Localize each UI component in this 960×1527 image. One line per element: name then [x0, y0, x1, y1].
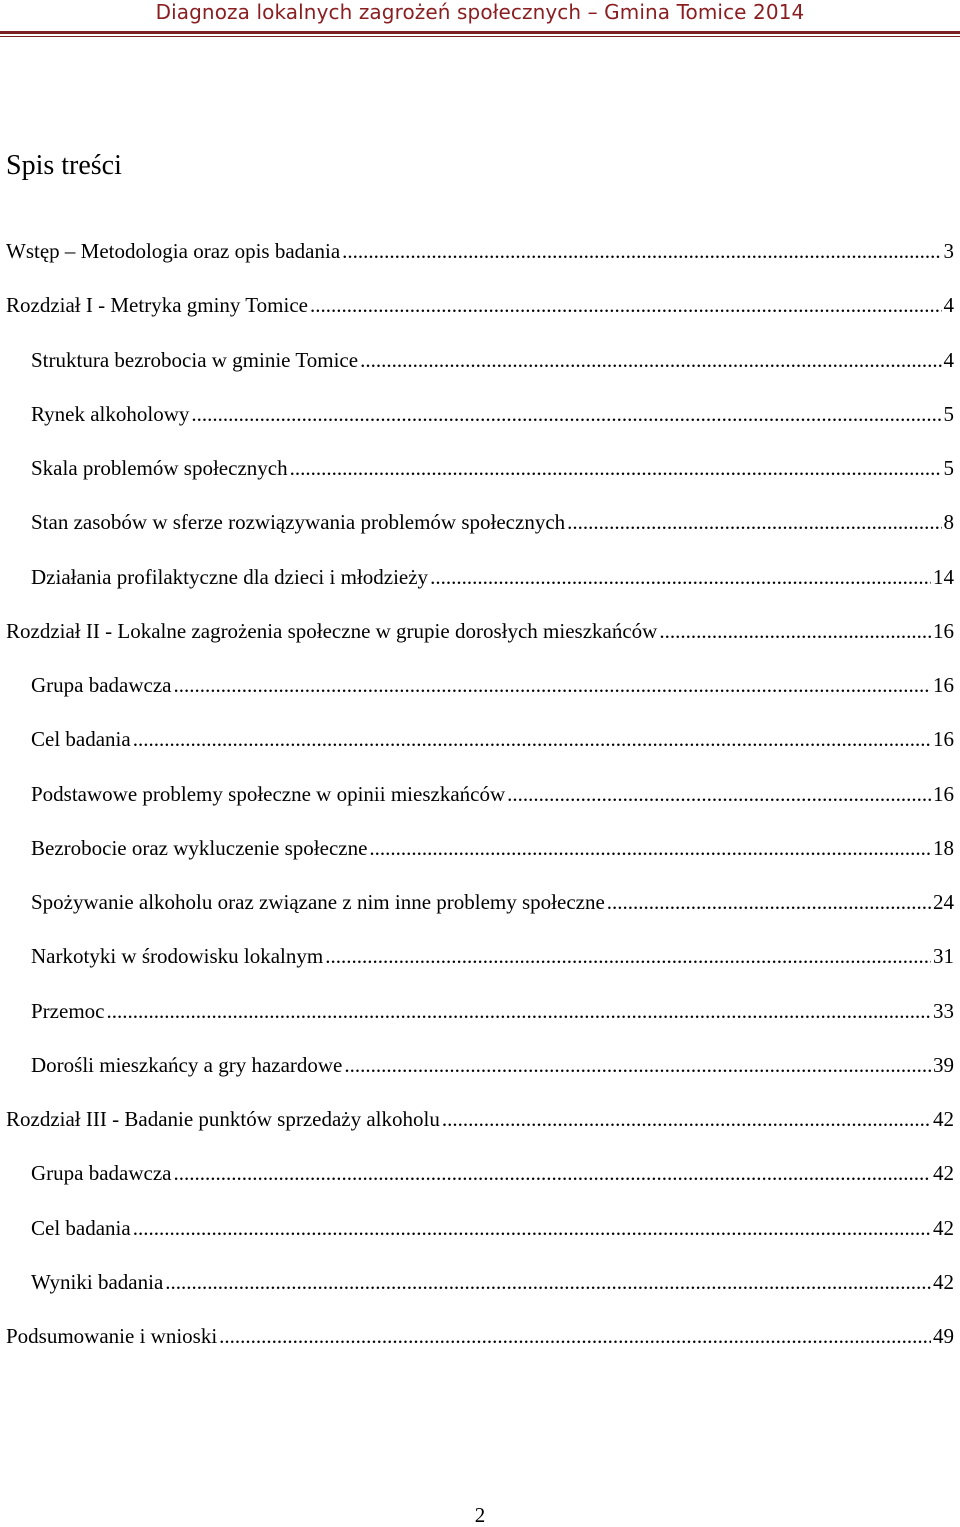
toc-entry-label: Bezrobocie oraz wykluczenie społeczne — [31, 835, 368, 860]
toc-dot-leader — [174, 670, 932, 700]
toc-entry-label: Rozdział II - Lokalne zagrożenia społeczne w grupie dorosłych mieszkańców — [6, 618, 658, 643]
toc-entry-label: Cel badania — [31, 1215, 131, 1240]
toc-entry[interactable] — [31, 1213, 954, 1243]
toc-entry-label: Rozdział III - Badanie punktów sprzedaży alkoholu — [6, 1107, 440, 1131]
toc-entry[interactable] — [31, 996, 954, 1026]
toc-entry-page: 16 — [933, 781, 954, 806]
toc-entry[interactable] — [6, 1104, 954, 1134]
toc-entry[interactable] — [31, 833, 954, 863]
toc-title: Spis treści — [6, 150, 122, 181]
toc-entry-page: 42 — [933, 1161, 954, 1186]
toc-entry-label: Przemoc — [31, 998, 105, 1023]
toc-dot-leader — [290, 453, 942, 483]
toc-entry[interactable] — [31, 507, 954, 537]
header-title: Diagnoza lokalnych zagrożeń społecznych – Gmina Tomice 2014 — [155, 0, 805, 24]
toc-entry-page: 31 — [933, 944, 954, 969]
toc-dot-leader — [133, 724, 931, 754]
toc-dot-leader — [325, 941, 931, 971]
toc-entry-label: Cel badania — [31, 727, 131, 752]
toc-dot-leader — [344, 1050, 931, 1080]
toc-entry-page: 42 — [933, 1107, 954, 1131]
toc-dot-leader — [165, 1267, 931, 1297]
toc-entry-page: 5 — [943, 401, 954, 426]
toc-entry-label: Narkotyki w środowisku lokalnym — [31, 944, 324, 969]
toc-dot-leader — [369, 833, 931, 863]
toc-dot-leader — [310, 290, 942, 320]
toc-entry[interactable] — [31, 562, 954, 592]
toc-entry-label: Struktura bezrobocia w gminie Tomice — [31, 347, 359, 372]
toc-entry-label: Spożywanie alkoholu oraz związane z nim inne problemy społeczne — [31, 890, 605, 914]
header-rule-thick — [0, 31, 960, 34]
toc-dot-leader — [442, 1104, 931, 1134]
toc-dot-leader — [360, 345, 941, 375]
toc-entry[interactable] — [6, 1321, 954, 1351]
toc-entry-page: 24 — [933, 890, 954, 914]
page-number: 2 — [474, 1503, 486, 1527]
toc-dot-leader — [659, 616, 931, 646]
toc-entry-label: Stan zasobów w sferze rozwiązywania problemów społecznych — [31, 510, 566, 535]
toc-entry-label: Grupa badawcza — [31, 673, 172, 697]
toc-entry-label: Działania profilaktyczne dla dzieci i młodzieży — [31, 564, 429, 589]
toc-entry-page: 39 — [933, 1052, 954, 1077]
toc-dot-leader — [191, 399, 941, 429]
toc-dot-leader — [430, 562, 931, 592]
toc-entry-page: 14 — [933, 564, 954, 589]
toc-entry-page: 4 — [943, 347, 954, 372]
toc-entry-label: Podstawowe problemy społeczne w opinii mieszkańców — [31, 781, 506, 806]
toc-entry-page: 49 — [933, 1324, 954, 1348]
toc-entry-page: 3 — [943, 239, 954, 263]
toc-entry-label: Dorośli mieszkańcy a gry hazardowe — [31, 1052, 343, 1077]
toc-dot-leader — [342, 236, 941, 266]
toc-dot-leader — [607, 887, 931, 917]
toc-entry[interactable] — [6, 616, 954, 646]
header-rule-thin — [0, 36, 960, 37]
toc-entry[interactable] — [31, 453, 954, 483]
toc-dot-leader — [106, 996, 931, 1026]
toc-dot-leader — [133, 1213, 931, 1243]
toc-entry[interactable] — [31, 399, 954, 429]
toc-entry-label: Wyniki badania — [31, 1269, 164, 1294]
toc-dot-leader — [567, 507, 941, 537]
toc-entry-page: 16 — [933, 673, 954, 697]
toc-entry-page: 5 — [943, 456, 954, 480]
toc-entry[interactable] — [31, 941, 954, 971]
toc-entry-label: Rynek alkoholowy — [31, 401, 190, 426]
toc-entry-label: Wstęp – Metodologia oraz opis badania — [6, 239, 341, 263]
toc-entry[interactable] — [31, 1158, 954, 1188]
page-header — [0, 0, 960, 40]
toc-dot-leader — [507, 779, 931, 809]
toc-entry[interactable] — [31, 345, 954, 375]
toc-entry-page: 18 — [933, 835, 954, 860]
toc-entry-page: 42 — [933, 1215, 954, 1240]
toc-dot-leader — [174, 1158, 932, 1188]
toc-entry[interactable] — [31, 779, 954, 809]
toc-entry-page: 33 — [933, 998, 954, 1023]
toc-entry-page: 16 — [933, 727, 954, 752]
toc-entry-page: 8 — [943, 510, 954, 535]
toc-entry[interactable] — [31, 887, 954, 917]
toc-entry-page: 42 — [933, 1269, 954, 1294]
toc-entry-label: Podsumowanie i wnioski — [6, 1324, 218, 1348]
toc-entry[interactable] — [31, 1267, 954, 1297]
toc-entry-label: Skala problemów społecznych — [31, 456, 288, 480]
toc-entry[interactable] — [6, 236, 954, 266]
toc-dot-leader — [219, 1321, 931, 1351]
toc-entry-page: 16 — [933, 618, 954, 643]
toc-entry[interactable] — [6, 290, 954, 320]
toc-entry-label: Rozdział I - Metryka gminy Tomice — [6, 293, 308, 318]
toc-entry-label: Grupa badawcza — [31, 1161, 172, 1186]
toc-entry-page: 4 — [943, 293, 954, 318]
toc-entry[interactable] — [31, 724, 954, 754]
toc-entry[interactable] — [31, 670, 954, 700]
toc-entry[interactable] — [31, 1050, 954, 1080]
